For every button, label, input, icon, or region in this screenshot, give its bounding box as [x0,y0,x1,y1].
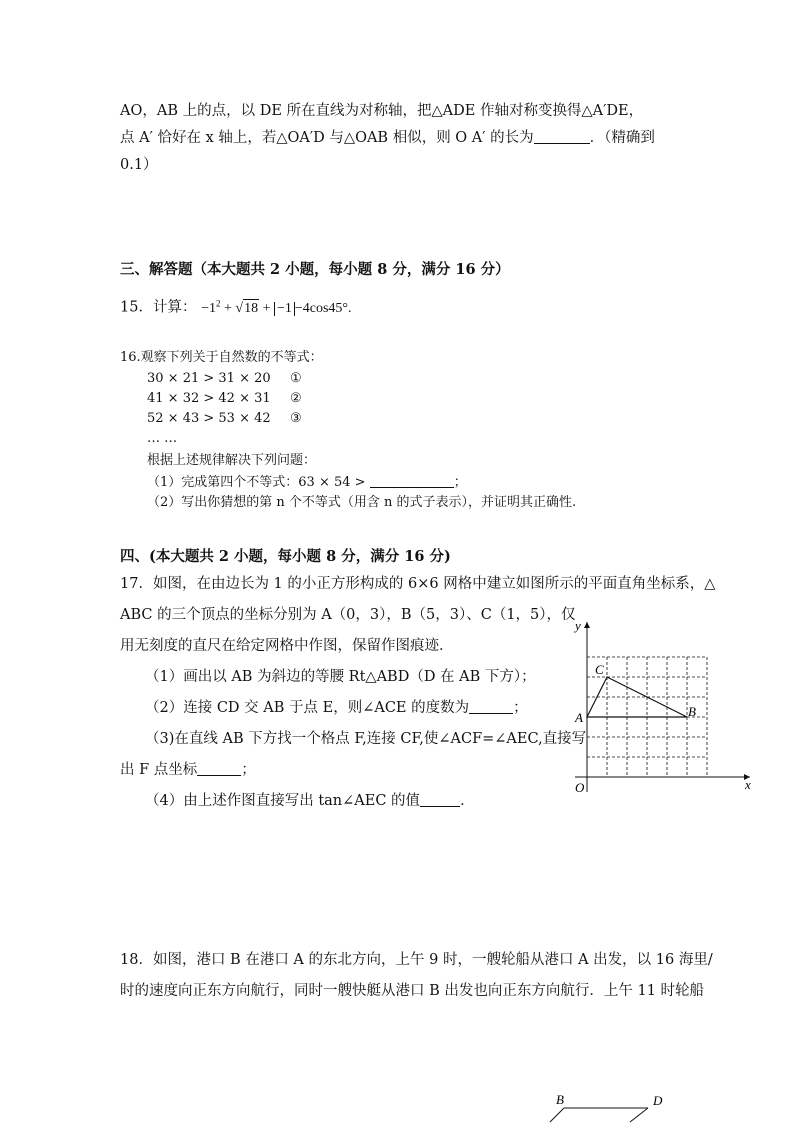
q17-step4: （4）由上述作图直接写出 tan∠AEC 的值 ． [145,793,475,809]
q17-line2: ABC 的三个顶点的坐标分别为 A（0，3），B（5，3）、C（1，5），仅 [120,607,576,623]
q15 [120,294,352,318]
q16-dots: … … [147,431,178,446]
q17-blank-2 [469,699,513,714]
sqrt-symbol: √ [235,300,244,316]
point-c-label: C [595,662,604,677]
line-d-down [630,1108,648,1122]
section3-heading: 三、解答题（本大题共 2 小题，每小题 8 分，满分 16 分） [120,261,510,278]
q17-line3: 用无刻度的直尺在给定网格中作图，保留作图痕迹． [120,638,454,654]
q18-line1: 18．如图，港口 B 在港口 A 的东北方向，上午 9 时，一艘轮船从港口 A 出发，以 16 海里/ [120,952,713,968]
q16-part1: （1）完成第四个不等式：63 × 54 > ； [147,475,467,490]
point-b-label: B [688,704,696,719]
line-b-down [550,1108,564,1122]
q18-figure [540,1088,680,1123]
q17-blank-4 [420,792,460,807]
q17-step3b: 出 F 点坐标 ； [120,762,256,778]
q16-intro: 16.观察下列关于自然数的不等式： [120,350,323,365]
q16-ask: 根据上述规律解决下列问题： [147,453,317,468]
origin-label: O [575,780,585,795]
q17-step1: （1）画出以 AB 为斜边的等腰 Rt△ABD（D 在 AB 下方）； [145,669,536,685]
point-a-label: A [575,710,583,725]
q14-line2 [120,129,655,147]
q16-answer-blank [370,473,454,488]
q17-blank-3 [197,761,241,776]
q16-row-2: 41 × 32 > 42 × 31 ② [147,391,302,406]
y-axis-label: y [575,618,581,633]
q14-line3: 0.1） [120,157,158,173]
q17-coordinate-figure [560,612,760,802]
q16-part2: （2）写出你猜想的第 n 个不等式（用含 n 的式子表示），并证明其正确性. [147,495,577,510]
q14-line2-text: 点 A′ 恰好在 x 轴上，若△OA′D 与△OAB 相似，则 O A′ 的长为 [120,130,534,146]
q18-line2: 时的速度向正东方向航行，同时一艘快艇从港口 B 出发也向正东方向航行．上午 11 时轮船 [120,983,705,999]
q14-line2-end: ．（精确到 [589,130,655,146]
q15-prefix: 15．计算： [120,299,197,316]
q14-line1: AO，AB 上的点，以 DE 所在直线为对称轴，把△ADE 作轴对称变换得△A′DE， [120,103,644,119]
point-d-label: D [653,1093,663,1108]
q17-line1: 17．如图，在由边长为 1 的小正方形构成的 6×6 网格中建立如图所示的平面直角坐标系，△ [120,576,716,592]
section4-heading: 四、(本大题共 2 小题，每小题 8 分，满分 16 分) [120,548,451,565]
q14-answer-blank [534,129,590,144]
q17-step2: （2）连接 CD 交 AB 于点 E，则∠ACE 的度数为 ； [145,700,528,716]
q16-row-3: 52 × 43 > 53 × 42 ③ [147,411,302,426]
q15-expression: $-1^2 + √18 + -1 -4\cos 45^\circ$. [201,298,352,316]
q17-step3: （3)在直线 AB 下方找一个格点 F,连接 CF,使∠ACF=∠AEC,直接写 [145,731,587,747]
q16-row-1: 30 × 21 > 31 × 20 ① [147,371,302,386]
x-axis-label: x [745,777,751,792]
point-b-label: B [556,1092,564,1107]
